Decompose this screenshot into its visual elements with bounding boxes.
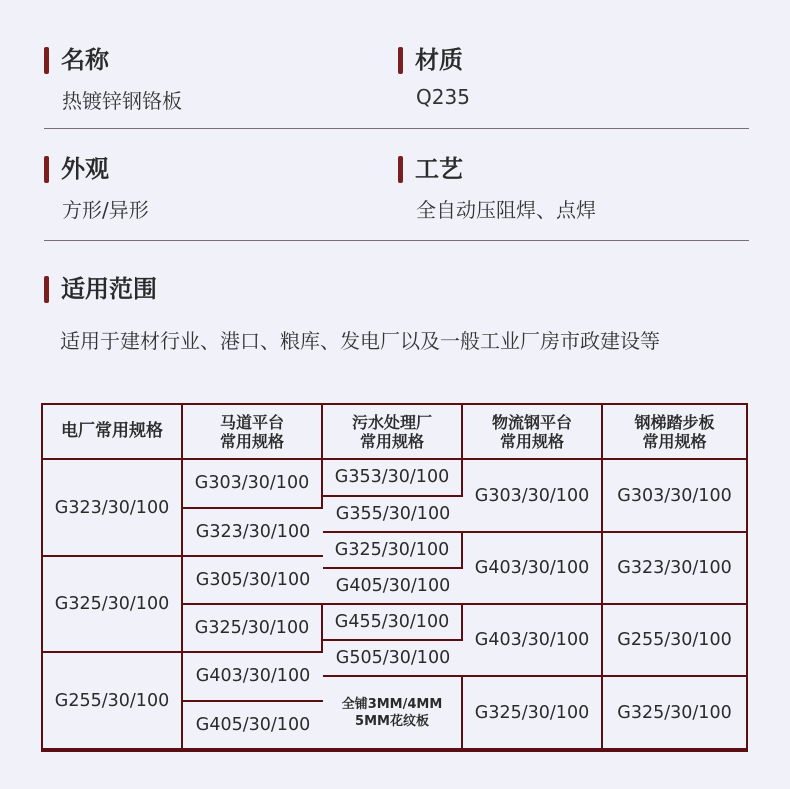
field-scope bbox=[44, 274, 157, 304]
field-label: 材质 bbox=[415, 46, 463, 74]
table-cell: G403/30/100 bbox=[463, 605, 603, 677]
table-cell: G325/30/100 bbox=[183, 605, 323, 653]
table-cell: G353/30/100 bbox=[323, 460, 463, 496]
table-cell: G325/30/100 bbox=[463, 677, 603, 750]
table-cell: G303/30/100 bbox=[603, 460, 746, 532]
table-cell: G323/30/100 bbox=[183, 509, 323, 557]
field-label: 工艺 bbox=[415, 155, 463, 183]
field-label: 名称 bbox=[61, 46, 109, 74]
table-cell: G303/30/100 bbox=[463, 460, 603, 532]
field-process bbox=[398, 154, 596, 223]
table-cell: G355/30/100 bbox=[323, 497, 463, 533]
label-marker bbox=[44, 47, 49, 74]
table-cell: G405/30/100 bbox=[183, 702, 323, 750]
table-cell: G325/30/100 bbox=[43, 557, 183, 654]
header-logistics: 物流钢平台 常用规格 bbox=[463, 405, 603, 460]
label-marker bbox=[398, 47, 403, 74]
table-cell: G255/30/100 bbox=[43, 653, 183, 750]
field-label: 外观 bbox=[61, 155, 109, 183]
table-cell-note: 全铺3MM/4MM 5MM花纹板 bbox=[323, 677, 463, 750]
table-header-row bbox=[43, 405, 746, 460]
label-marker bbox=[44, 156, 49, 183]
header-walkway: 马道平台 常用规格 bbox=[183, 405, 323, 460]
table-cell: G303/30/100 bbox=[183, 460, 323, 508]
label-marker bbox=[44, 276, 49, 303]
table-cell: G323/30/100 bbox=[43, 460, 183, 557]
table-cell: G455/30/100 bbox=[323, 605, 463, 641]
scope-text: 适用于建材行业、港口、粮库、发电厂以及一般工业厂房市政建设等 bbox=[60, 329, 660, 353]
field-value: 方形/异形 bbox=[62, 198, 149, 222]
header-stair: 钢梯踏步板 常用规格 bbox=[603, 405, 746, 460]
label-marker bbox=[398, 156, 403, 183]
table-cell: G505/30/100 bbox=[323, 641, 463, 677]
field-label: 适用范围 bbox=[61, 275, 157, 303]
header-sewage: 污水处理厂 常用规格 bbox=[323, 405, 463, 460]
field-value: 全自动压阻焊、点焊 bbox=[416, 198, 596, 222]
table-row bbox=[43, 460, 746, 472]
table-cell: G325/30/100 bbox=[603, 677, 746, 750]
table-cell: G403/30/100 bbox=[463, 533, 603, 605]
field-appearance bbox=[44, 154, 149, 223]
divider bbox=[44, 240, 749, 241]
field-value: Q235 bbox=[416, 85, 470, 109]
table-cell: G305/30/100 bbox=[183, 557, 323, 605]
table-cell: G255/30/100 bbox=[603, 605, 746, 677]
table-cell: G325/30/100 bbox=[323, 533, 463, 569]
field-name bbox=[44, 45, 182, 114]
table-cell: G403/30/100 bbox=[183, 653, 323, 701]
divider bbox=[44, 128, 749, 129]
spec-table bbox=[41, 403, 748, 752]
field-value: 热镀锌钢铬板 bbox=[62, 89, 182, 113]
table-cell: G323/30/100 bbox=[603, 533, 746, 605]
field-material bbox=[398, 45, 470, 109]
header-power-plant: 电厂常用规格 bbox=[43, 405, 183, 460]
table-cell: G405/30/100 bbox=[323, 569, 463, 605]
